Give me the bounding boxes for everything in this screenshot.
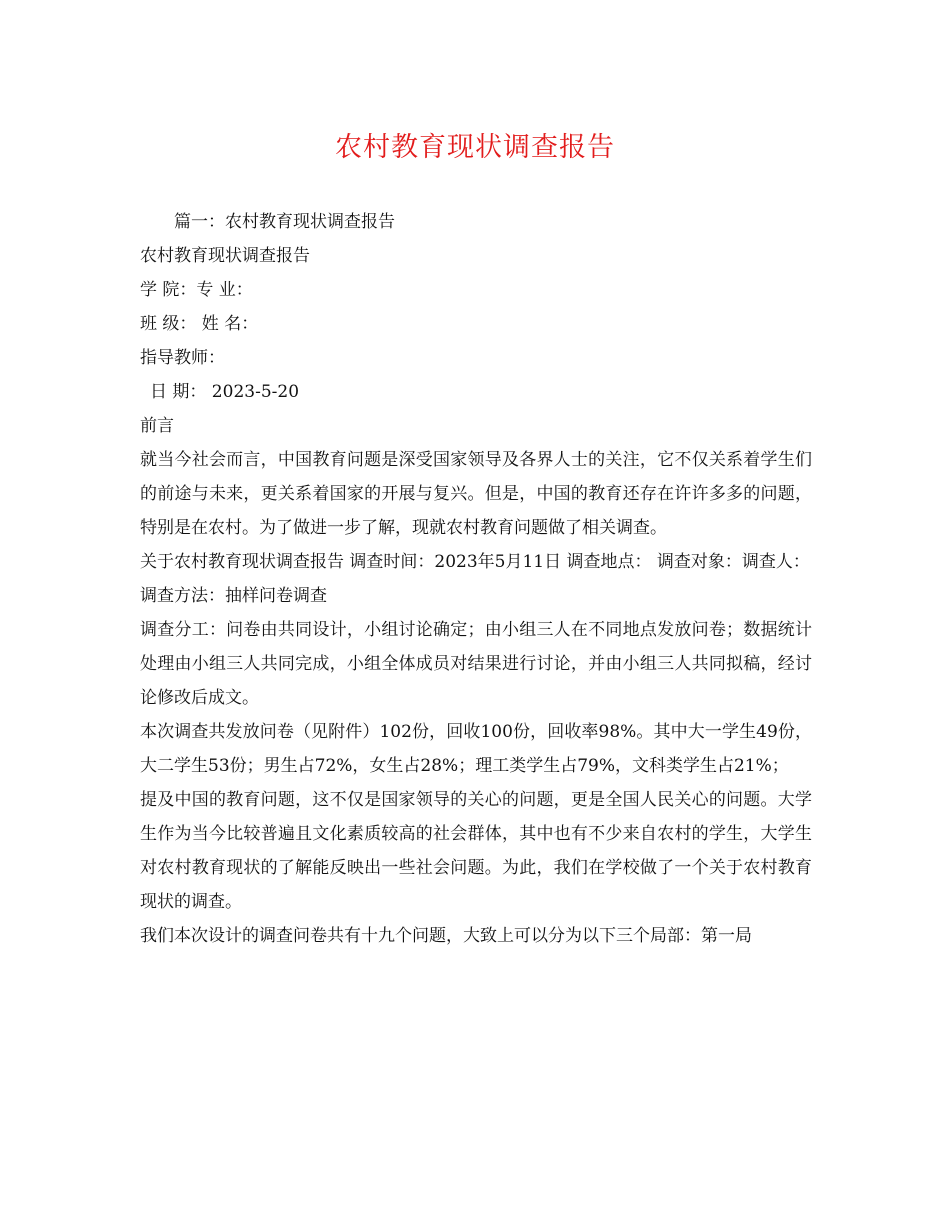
field-class-name: 班 级： 姓 名： (140, 314, 259, 334)
paragraph: 我们本次设计的调查问卷共有十九个问题，大致上可以分为以下三个局部：第一局 (140, 926, 752, 946)
field-advisor: 指导教师： (140, 348, 225, 368)
field-date: 日 期： 2023-5-20 (150, 382, 300, 402)
preface-heading: 前言 (140, 416, 174, 436)
paragraph: 关于农村教育现状调查报告 调查时间：2023年5月11日 调查地点： 调查对象：调查人： (140, 552, 810, 572)
document-body (140, 205, 812, 953)
section-heading: 篇一：农村教育现状调查报告 (174, 212, 395, 232)
report-subtitle: 农村教育现状调查报告 (140, 246, 310, 266)
field-college-major: 学 院：专 业： (140, 280, 253, 300)
paragraph: 就当今社会而言，中国教育问题是深受国家领导及各界人士的关注，它不仅关系着学生们的前途与未来，更关系着国家的开展与复兴。但是，中国的教育还存在许许多多的问题，特别是在农村。为了做进一步了解，现就农村教育问题做了相关调查。 (140, 450, 812, 538)
document-title: 农村教育现状调查报告 (335, 132, 615, 163)
paragraph: 调查分工：问卷由共同设计，小组讨论确定；由小组三人在不同地点发放问卷；数据统计处理由小组三人共同完成，小组全体成员对结果进行讨论，并由小组三人共同拟稿，经讨论修改后成文。 (140, 620, 812, 708)
paragraph: 调查方法：抽样问卷调查 (140, 586, 327, 606)
paragraph: 本次调查共发放问卷（见附件）102份，回收100份，回收率98%。其中大一学生49份，大二学生53份；男生占72%，女生占28%；理工类学生占79%，文科类学生占21%； (140, 722, 812, 776)
paragraph: 提及中国的教育问题，这不仅是国家领导的关心的问题，更是全国人民关心的问题。大学生作为当今比较普遍且文化素质较高的社会群体，其中也有不少来自农村的学生，大学生对农村教育现状的了解能反映出一些社会问题。为此，我们在学校做了一个关于农村教育现状的调查。 (140, 790, 812, 912)
